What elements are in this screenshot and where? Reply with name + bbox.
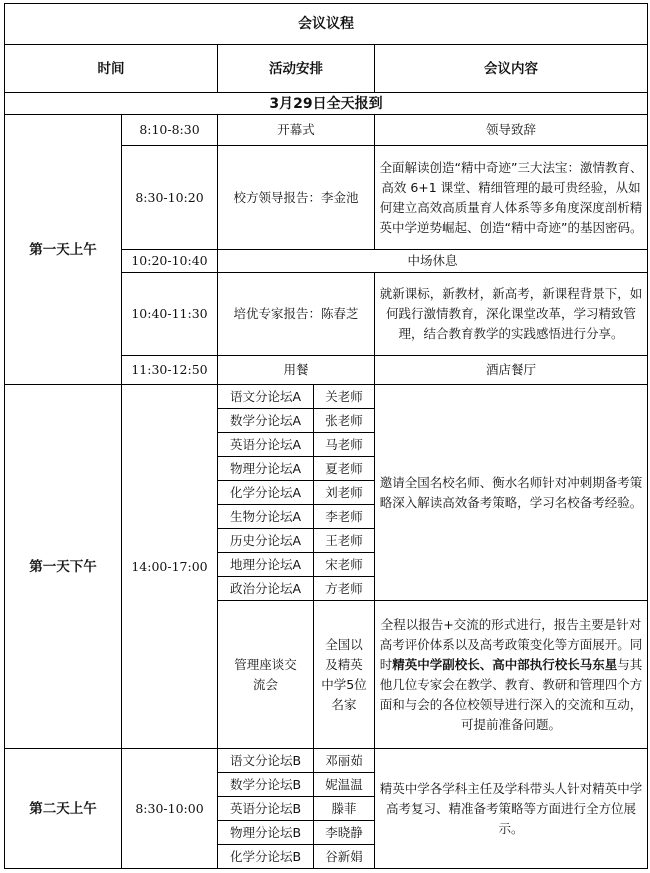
forum-teacher: 邓丽茹 <box>314 749 375 773</box>
content-cell: 酒店餐厅 <box>375 356 648 385</box>
forum-teacher: 王老师 <box>314 529 375 553</box>
forum-name: 化学分论坛A <box>218 481 314 505</box>
header-time: 时间 <box>5 45 218 93</box>
forums-content: 精英中学各学科主任及学科带头人针对精英中学高考复习、精准备考策略等方面进行全方位展示。 <box>375 749 648 869</box>
forum-name: 历史分论坛A <box>218 529 314 553</box>
forum-name: 生物分论坛A <box>218 505 314 529</box>
management-content-bold: 精英中学副校长、高中部执行校长马东星 <box>392 656 618 672</box>
table-row <box>5 749 648 773</box>
time-cell: 11:30-12:50 <box>122 356 218 385</box>
content-cell: 全面解读创造“精中奇迹”三大法宝：激情教育、高效 6+1 课堂、精细管理的最可贵经验，从如何建立高效高质量育人体系等多角度深度剖析精英中学逆势崛起、创造“精中奇迹”的基因密码。 <box>375 146 648 250</box>
time-cell: 14:00-17:00 <box>122 385 218 749</box>
forum-name: 语文分论坛B <box>218 749 314 773</box>
forum-name: 物理分论坛A <box>218 457 314 481</box>
forum-teacher: 滕菲 <box>314 797 375 821</box>
agenda-table <box>4 3 648 869</box>
forum-name: 语文分论坛A <box>218 385 314 409</box>
header-row <box>5 45 648 93</box>
forums-content: 邀请全国名校名师、衡水名师针对冲刺期备考策略深入解读高效备考策略，学习名校备考经验。 <box>375 385 648 601</box>
time-cell: 8:10-8:30 <box>122 115 218 146</box>
forum-teacher: 刘老师 <box>314 481 375 505</box>
content-cell: 中场休息 <box>218 250 648 273</box>
date-banner: 3月29日全天报到 <box>5 93 648 115</box>
header-activity: 活动安排 <box>218 45 375 93</box>
forum-teacher: 谷新娟 <box>314 845 375 869</box>
activity-cell: 开幕式 <box>218 115 375 146</box>
forum-name: 数学分论坛A <box>218 409 314 433</box>
date-row <box>5 93 648 115</box>
agenda-title: 会议议程 <box>5 4 648 45</box>
forum-name: 物理分论坛B <box>218 821 314 845</box>
forum-name: 政治分论坛A <box>218 577 314 601</box>
forum-name: 英语分论坛A <box>218 433 314 457</box>
activity-cell: 校方领导报告：李金池 <box>218 146 375 250</box>
management-who: 全国以及精英中学5位名家 <box>314 601 375 749</box>
forum-teacher: 宋老师 <box>314 553 375 577</box>
content-cell: 就新课标，新教材，新高考，新课程背景下，如何践行激情教育，深化课堂改革，学习精致管理，结合教育教学的实践感悟进行分享。 <box>375 273 648 356</box>
forum-teacher: 李老师 <box>314 505 375 529</box>
forum-name: 化学分论坛B <box>218 845 314 869</box>
forum-teacher: 李晓静 <box>314 821 375 845</box>
forum-teacher: 方老师 <box>314 577 375 601</box>
day-label: 第一天上午 <box>5 115 122 385</box>
table-row <box>5 385 648 409</box>
time-cell: 8:30-10:20 <box>122 146 218 250</box>
activity-cell: 培优专家报告：陈春芝 <box>218 273 375 356</box>
time-cell: 10:20-10:40 <box>122 250 218 273</box>
management-content-post: 与其他几位专家会在教学、教育、教研和管理四个方面和与会的各位校领导进行深入的交流和互动，可提前准备问题。 <box>379 656 643 732</box>
time-cell: 8:30-10:00 <box>122 749 218 869</box>
management-content <box>375 601 648 749</box>
day-label: 第一天下午 <box>5 385 122 749</box>
forum-name: 地理分论坛A <box>218 553 314 577</box>
forum-teacher: 马老师 <box>314 433 375 457</box>
content-cell: 领导致辞 <box>375 115 648 146</box>
title-row <box>5 4 648 45</box>
management-name: 管理座谈交流会 <box>218 601 314 749</box>
forum-teacher: 张老师 <box>314 409 375 433</box>
activity-cell: 用餐 <box>218 356 375 385</box>
header-content: 会议内容 <box>375 45 648 93</box>
time-cell: 10:40-11:30 <box>122 273 218 356</box>
forum-teacher: 妮温温 <box>314 773 375 797</box>
day-label: 第二天上午 <box>5 749 122 869</box>
management-content-pre: 全程以报告+交流的形式进行，报告主要是针对高考评价体系以及高考政策变化等方面展开。同时 <box>379 616 643 672</box>
forum-teacher: 夏老师 <box>314 457 375 481</box>
forum-teacher: 关老师 <box>314 385 375 409</box>
forum-name: 数学分论坛B <box>218 773 314 797</box>
table-row <box>5 115 648 146</box>
forum-name: 英语分论坛B <box>218 797 314 821</box>
